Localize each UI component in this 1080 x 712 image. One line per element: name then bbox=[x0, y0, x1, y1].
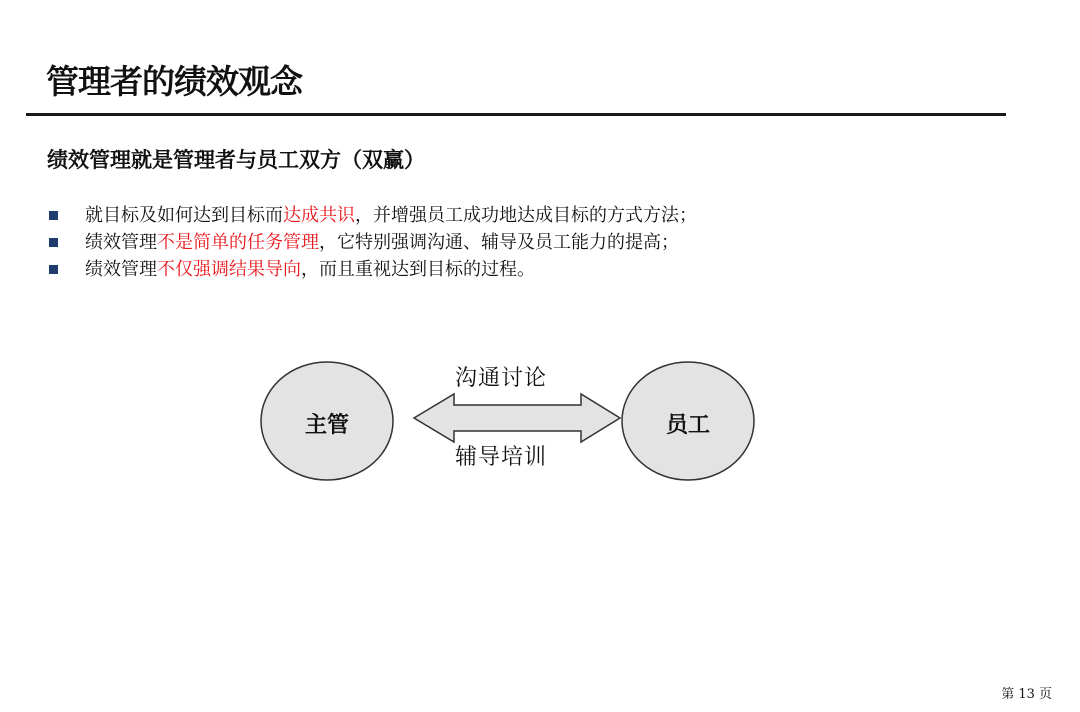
bullet-text: 绩效管理 bbox=[85, 232, 157, 253]
manager-label: 主管 bbox=[304, 412, 349, 438]
bullet-text: ，并增强员工成功地达成目标的方式方法； bbox=[355, 205, 697, 226]
page-number: 第 13 页 bbox=[1001, 687, 1052, 702]
coaching-label: 辅导培训 bbox=[455, 445, 548, 470]
employee-label: 员工 bbox=[665, 412, 710, 438]
page-title: 管理者的绩效观念 bbox=[46, 62, 302, 101]
bullet-highlight: 不仅强调结果导向 bbox=[157, 259, 301, 280]
double-arrow bbox=[414, 394, 620, 442]
bullet-text: 就目标及如何达到目标而 bbox=[85, 205, 283, 226]
bullet-highlight: 不是简单的任务管理 bbox=[157, 232, 319, 253]
bullet-text: ，它特别强调沟通、辅导及员工能力的提高； bbox=[319, 232, 679, 253]
bullet-text: ，而且重视达到目标的过程。 bbox=[301, 259, 535, 280]
section-subtitle: 绩效管理就是管理者与员工双方（双赢） bbox=[47, 147, 425, 172]
bullet-text: 绩效管理 bbox=[85, 259, 157, 280]
bullet-highlight: 达成共识 bbox=[283, 205, 355, 226]
communication-label: 沟通讨论 bbox=[455, 366, 548, 391]
